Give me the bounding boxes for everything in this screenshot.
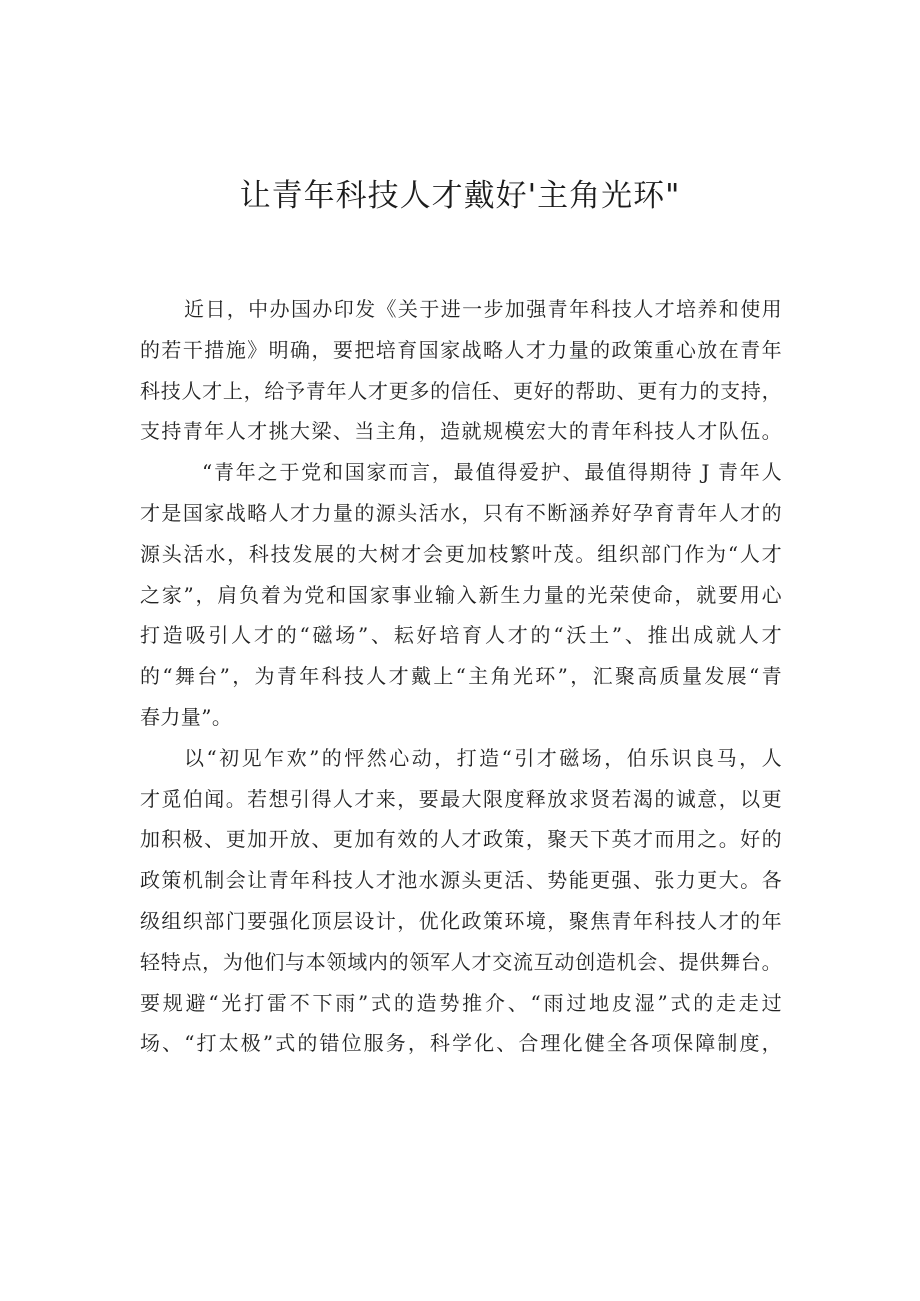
paragraph-line: 的“舞台”，为青年科技人才戴上“主角光环”，汇聚高质量发展“青 (140, 664, 782, 689)
paragraph-1 (140, 289, 782, 452)
paragraph-line: 场、“打太极”式的错位服务，科学化、合理化健全各项保障制度， (140, 1031, 782, 1056)
paragraph-line: “青年之于党和国家而言，最值得爱护、最值得期待 J 青年人 (202, 460, 782, 485)
paragraph-line: 科技人才上，给予青年人才更多的信任、更好的帮助、更有力的支持， (140, 378, 782, 403)
paragraph-line: 才觅伯闻。若想引得人才来，要最大限度释放求贤若渴的诚意，以更 (140, 786, 782, 811)
paragraph-line: 源头活水，科技发展的大树才会更加枝繁叶茂。组织部门作为“人才 (140, 541, 782, 566)
paragraph-line: 才是国家战略人才力量的源头活水，只有不断涵养好孕育青年人才的 (140, 500, 782, 525)
paragraph-line: 要规避“光打雷不下雨”式的造势推介、“雨过地皮湿”式的走走过 (140, 990, 782, 1015)
paragraph-line: 以“初见乍欢”的怦然心动，打造“引才磁场，伯乐识良马，人 (184, 745, 782, 770)
paragraph-line: 之家”，肩负着为党和国家事业输入新生力量的光荣使命，就要用心 (140, 582, 782, 607)
paragraph-line: 政策机制会让青年科技人才池水源头更活、势能更强、张力更大。各 (140, 868, 782, 893)
article-body (140, 289, 782, 1064)
paragraph-line: 轻特点，为他们与本领域内的领军人才交流互动创造机会、提供舞台。 (140, 949, 782, 974)
paragraph-line: 加积极、更加开放、更加有效的人才政策，聚天下英才而用之。好的 (140, 827, 782, 852)
paragraph-2 (140, 452, 782, 738)
page-title: 让青年科技人才戴好'主角光环" (239, 178, 681, 214)
paragraph-line: 春力量”。 (140, 704, 233, 729)
paragraph-3 (140, 738, 782, 1064)
paragraph-line: 近日，中办国办印发《关于进一步加强青年科技人才培养和使用 (184, 297, 782, 321)
paragraph-line: 的若干措施》明确，要把培育国家战略人才力量的政策重心放在青年 (140, 337, 782, 362)
paragraph-line: 级组织部门要强化顶层设计，优化政策环境，聚焦青年科技人才的年 (140, 908, 782, 933)
paragraph-line: 打造吸引人才的“磁场”、耘好培育人才的“沃土”、推出成就人才 (140, 623, 782, 648)
paragraph-line: 支持青年人才挑大梁、当主角，造就规模宏大的青年科技人才队伍。 (140, 419, 782, 444)
